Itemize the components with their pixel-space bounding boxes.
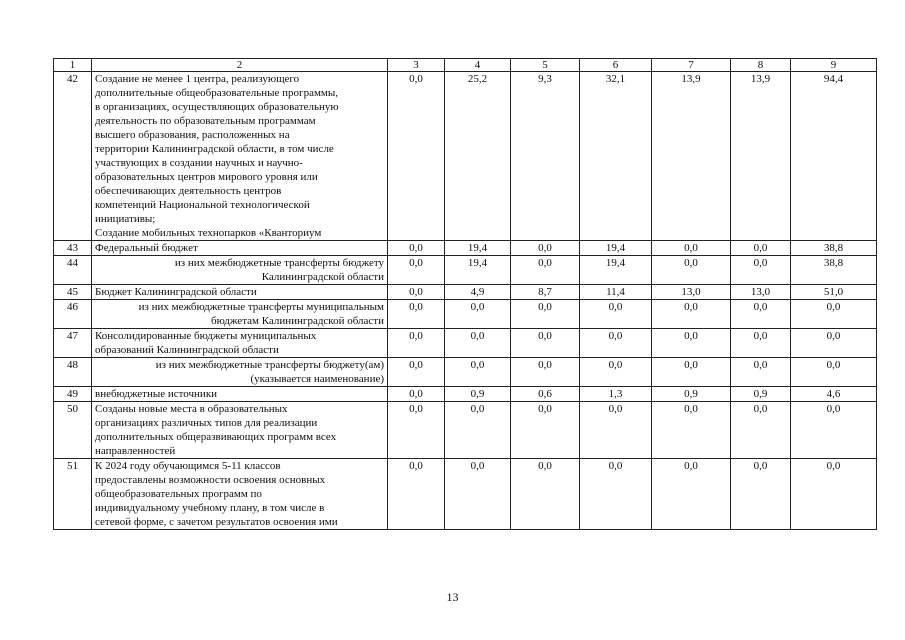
value-cell: 0,0 xyxy=(445,358,511,387)
header-cell: 7 xyxy=(652,59,731,72)
description-line: Созданы новые места в образовательных xyxy=(95,403,288,415)
value-cell: 11,4 xyxy=(580,285,652,300)
row-description xyxy=(92,241,388,256)
value-cell: 0,0 xyxy=(388,285,445,300)
value-cell: 0,0 xyxy=(580,402,652,459)
table-row xyxy=(54,72,877,241)
value-cell: 0,0 xyxy=(388,241,445,256)
table-row xyxy=(54,387,877,402)
description-line: (указывается наименование) xyxy=(250,373,384,385)
value-cell: 0,0 xyxy=(511,358,580,387)
value-cell: 13,0 xyxy=(652,285,731,300)
description-line: обеспечивающих деятельность центров xyxy=(95,185,282,197)
value-cell: 25,2 xyxy=(445,72,511,241)
description-line: К 2024 году обучающимся 5-11 классов xyxy=(95,460,281,472)
value-cell: 1,3 xyxy=(580,387,652,402)
description-line: территории Калининградской области, в том числе xyxy=(95,143,334,155)
value-cell: 0,0 xyxy=(511,459,580,530)
table-row xyxy=(54,256,877,285)
description-line: из них межбюджетные трансферты бюджету xyxy=(174,257,384,269)
value-cell: 0,0 xyxy=(791,358,877,387)
row-description xyxy=(92,358,388,387)
description-line: инициативы; xyxy=(95,213,156,225)
row-number: 49 xyxy=(54,387,92,402)
value-cell: 51,0 xyxy=(791,285,877,300)
header-cell: 2 xyxy=(92,59,388,72)
table-row xyxy=(54,285,877,300)
value-cell: 0,0 xyxy=(388,459,445,530)
value-cell: 0,0 xyxy=(791,300,877,329)
value-cell: 0,0 xyxy=(511,300,580,329)
header-cell: 1 xyxy=(54,59,92,72)
table-row xyxy=(54,329,877,358)
value-cell: 38,8 xyxy=(791,256,877,285)
value-cell: 94,4 xyxy=(791,72,877,241)
value-cell: 0,0 xyxy=(580,459,652,530)
value-cell: 0,0 xyxy=(731,256,791,285)
description-line: Консолидированные бюджеты муниципальных xyxy=(95,330,317,342)
description-line: высшего образования, расположенных на xyxy=(95,129,290,141)
value-cell: 0,0 xyxy=(511,256,580,285)
value-cell: 32,1 xyxy=(580,72,652,241)
header-cell: 9 xyxy=(791,59,877,72)
value-cell: 0,0 xyxy=(652,329,731,358)
value-cell: 4,9 xyxy=(445,285,511,300)
value-cell: 19,4 xyxy=(445,241,511,256)
row-description xyxy=(92,402,388,459)
description-line: дополнительных общеразвивающих программ всех xyxy=(95,431,337,443)
header-cell: 5 xyxy=(511,59,580,72)
row-description xyxy=(92,256,388,285)
row-number: 47 xyxy=(54,329,92,358)
header-cell: 8 xyxy=(731,59,791,72)
description-line: предоставлены возможности освоения основных xyxy=(95,474,326,486)
description-line: направленностей xyxy=(95,445,176,457)
page-number: 13 xyxy=(446,590,459,604)
description-line: участвующих в создании научных и научно- xyxy=(95,157,303,169)
value-cell: 19,4 xyxy=(445,256,511,285)
value-cell: 0,0 xyxy=(445,300,511,329)
description-line: внебюджетные источники xyxy=(95,388,218,400)
value-cell: 0,0 xyxy=(388,300,445,329)
description-line: дополнительные общеобразовательные программы, xyxy=(95,87,339,99)
value-cell: 0,0 xyxy=(445,459,511,530)
value-cell: 0,0 xyxy=(652,459,731,530)
header-row xyxy=(54,59,877,72)
description-line: сетевой форме, с зачетом результатов освоения ими xyxy=(95,516,338,528)
header-cell: 6 xyxy=(580,59,652,72)
row-number: 51 xyxy=(54,459,92,530)
value-cell: 0,9 xyxy=(445,387,511,402)
value-cell: 0,0 xyxy=(731,358,791,387)
value-cell: 0,0 xyxy=(388,387,445,402)
description-line: деятельность по образовательным программам xyxy=(95,115,316,127)
value-cell: 0,0 xyxy=(652,241,731,256)
value-cell: 0,0 xyxy=(731,459,791,530)
table-row xyxy=(54,402,877,459)
value-cell: 9,3 xyxy=(511,72,580,241)
description-line: индивидуальному учебному плану, в том числе в xyxy=(95,502,325,514)
row-description xyxy=(92,387,388,402)
value-cell: 0,0 xyxy=(652,402,731,459)
value-cell: 0,0 xyxy=(388,358,445,387)
description-line: Создание мобильных технопарков «Кванториум xyxy=(95,227,322,239)
value-cell: 0,0 xyxy=(731,300,791,329)
value-cell: 13,9 xyxy=(731,72,791,241)
row-number: 42 xyxy=(54,72,92,241)
value-cell: 19,4 xyxy=(580,256,652,285)
value-cell: 13,9 xyxy=(652,72,731,241)
value-cell: 0,0 xyxy=(791,459,877,530)
value-cell: 0,0 xyxy=(791,402,877,459)
value-cell: 8,7 xyxy=(511,285,580,300)
value-cell: 0,0 xyxy=(388,72,445,241)
table-row xyxy=(54,241,877,256)
row-description xyxy=(92,72,388,241)
value-cell: 13,0 xyxy=(731,285,791,300)
row-description xyxy=(92,300,388,329)
table-row xyxy=(54,459,877,530)
value-cell: 19,4 xyxy=(580,241,652,256)
value-cell: 0,0 xyxy=(511,402,580,459)
row-number: 50 xyxy=(54,402,92,459)
description-line: Федеральный бюджет xyxy=(95,242,198,254)
row-number: 44 xyxy=(54,256,92,285)
value-cell: 0,0 xyxy=(731,329,791,358)
row-number: 46 xyxy=(54,300,92,329)
value-cell: 0,9 xyxy=(652,387,731,402)
value-cell: 0,0 xyxy=(388,256,445,285)
description-line: из них межбюджетные трансферты муниципальным xyxy=(138,301,384,313)
row-number: 43 xyxy=(54,241,92,256)
value-cell: 4,6 xyxy=(791,387,877,402)
row-description xyxy=(92,459,388,530)
description-line: образований Калининградской области xyxy=(95,344,279,356)
value-cell: 0,9 xyxy=(731,387,791,402)
description-line: Создание не менее 1 центра, реализующего xyxy=(95,73,300,85)
value-cell: 38,8 xyxy=(791,241,877,256)
description-line: бюджетам Калининградской области xyxy=(211,315,384,327)
value-cell: 0,0 xyxy=(580,329,652,358)
value-cell: 0,0 xyxy=(791,329,877,358)
row-number: 48 xyxy=(54,358,92,387)
budget-table xyxy=(53,58,877,530)
description-line: Бюджет Калининградской области xyxy=(95,286,257,298)
table-row xyxy=(54,300,877,329)
value-cell: 0,0 xyxy=(652,358,731,387)
table-row xyxy=(54,358,877,387)
value-cell: 0,0 xyxy=(511,241,580,256)
description-line: общеобразовательных программ по xyxy=(95,488,262,500)
description-line: организациях различных типов для реализации xyxy=(95,417,318,429)
value-cell: 0,6 xyxy=(511,387,580,402)
description-line: образовательных центров мирового уровня или xyxy=(95,171,318,183)
value-cell: 0,0 xyxy=(445,329,511,358)
value-cell: 0,0 xyxy=(511,329,580,358)
description-line: в организациях, осуществляющих образовательную xyxy=(95,101,339,113)
header-cell: 4 xyxy=(445,59,511,72)
row-description xyxy=(92,329,388,358)
value-cell: 0,0 xyxy=(731,402,791,459)
row-number: 45 xyxy=(54,285,92,300)
value-cell: 0,0 xyxy=(580,358,652,387)
header-cell: 3 xyxy=(388,59,445,72)
description-line: из них межбюджетные трансферты бюджету(ам) xyxy=(155,359,384,371)
value-cell: 0,0 xyxy=(731,241,791,256)
description-line: Калининградской области xyxy=(261,271,384,283)
row-description xyxy=(92,285,388,300)
value-cell: 0,0 xyxy=(388,329,445,358)
description-line: компетенций Национальной технологической xyxy=(95,199,310,211)
value-cell: 0,0 xyxy=(652,300,731,329)
value-cell: 0,0 xyxy=(580,300,652,329)
value-cell: 0,0 xyxy=(652,256,731,285)
value-cell: 0,0 xyxy=(388,402,445,459)
value-cell: 0,0 xyxy=(445,402,511,459)
